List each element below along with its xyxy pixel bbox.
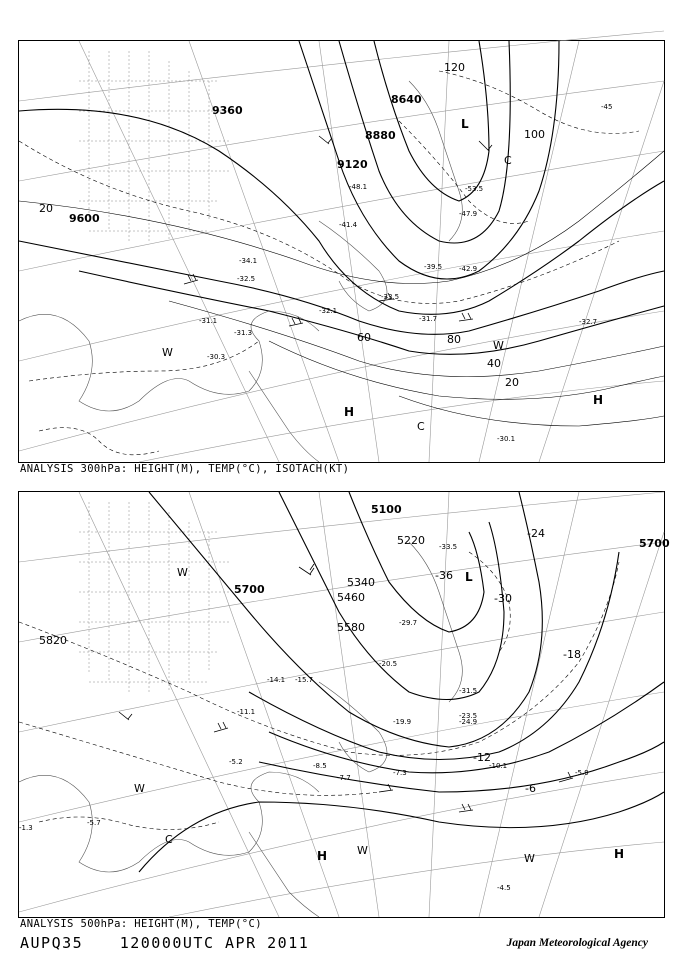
chart-300hpa-caption: ANALYSIS 300hPa: HEIGHT(M), TEMP(°C), ISOTACH(KT)	[20, 463, 350, 475]
isotherm-label: -24	[527, 527, 545, 540]
height-label: 5340	[347, 576, 375, 589]
temp-label: -30.1	[497, 435, 516, 443]
height-label: 5820	[39, 634, 67, 647]
isotachs	[19, 151, 664, 426]
temp-label: -7.7	[337, 774, 351, 782]
temp-label: -23.5	[459, 712, 478, 720]
temp-label: -33.5	[439, 543, 458, 551]
graticule	[19, 492, 664, 917]
height-label: 9600	[69, 212, 100, 225]
height-contours	[139, 492, 664, 872]
high-pressure-marker: H	[614, 847, 625, 861]
temp-label: -31.5	[459, 687, 478, 695]
cold-marker: C	[417, 420, 425, 433]
temp-label: -14.1	[267, 676, 286, 684]
isotach-label: 80	[447, 333, 461, 346]
height-label: 5460	[337, 591, 365, 604]
isotach-label: 120	[444, 61, 465, 74]
temp-label: -29.7	[399, 619, 418, 627]
isotach-label: 100	[524, 128, 545, 141]
coastline	[19, 81, 462, 462]
height-label: 5580	[337, 621, 365, 634]
height-label: 8640	[391, 93, 422, 106]
temp-label: -20.5	[379, 660, 398, 668]
height-label: 9360	[212, 104, 243, 117]
temp-label: -32.5	[237, 275, 256, 283]
temp-label: -34.1	[239, 257, 258, 265]
temp-label: -10.1	[489, 762, 508, 770]
temp-label: -53.5	[465, 185, 484, 193]
temp-label: -5.9	[575, 769, 589, 777]
valid-time: 120000UTC APR 2011	[119, 934, 310, 952]
temp-label: -8.5	[313, 762, 327, 770]
temp-label: -11.1	[237, 708, 256, 716]
temp-label: -39.5	[424, 263, 443, 271]
temp-label: -30.3	[207, 353, 226, 361]
temp-label: -32.1	[319, 307, 338, 315]
height-label: 9120	[337, 158, 368, 171]
product-code: AUPQ35	[20, 934, 84, 952]
isotach-label: 20	[505, 376, 519, 389]
chart-500hpa	[18, 491, 670, 918]
high-pressure-marker: H	[593, 393, 604, 407]
coastline	[19, 542, 462, 917]
temp-label: -45	[601, 103, 613, 111]
temp-label: -5.7	[87, 819, 101, 827]
height-label: 8880	[365, 129, 396, 142]
temp-label: -15.7	[295, 676, 314, 684]
isotherm-label: -36	[435, 569, 453, 582]
temp-label: -31.7	[419, 315, 438, 323]
height-label: 5220	[397, 534, 425, 547]
temp-label: -19.9	[393, 718, 412, 726]
temp-label: -5.2	[229, 758, 243, 766]
terrain-mask	[79, 502, 229, 692]
isotach-label: 20	[39, 202, 53, 215]
isotherm-label: -30	[494, 592, 512, 605]
warm-marker: W	[493, 339, 504, 352]
temp-label: -31.3	[234, 329, 253, 337]
chart-300hpa-svg	[19, 41, 664, 462]
low-pressure-marker: L	[465, 570, 473, 584]
warm-marker: W	[357, 844, 368, 857]
cold-marker: C	[504, 154, 512, 167]
warm-marker: W	[177, 566, 188, 579]
warm-marker: W	[134, 782, 145, 795]
temp-label: -41.4	[339, 221, 358, 229]
height-label: 5700	[234, 583, 265, 596]
temp-label: -32.7	[579, 318, 598, 326]
high-pressure-marker: H	[344, 405, 355, 419]
warm-marker: W	[524, 852, 535, 865]
high-pressure-marker: H	[317, 849, 328, 863]
isotach-label: 60	[357, 331, 371, 344]
isotach-label: 40	[487, 357, 501, 370]
isotherm-label: -6	[525, 782, 536, 795]
temp-label: -47.9	[459, 210, 478, 218]
temp-label: -24.9	[459, 718, 478, 726]
temp-label: -33.5	[381, 293, 400, 301]
cold-marker: C	[165, 833, 173, 846]
terrain-mask	[79, 51, 229, 241]
temp-label: -48.1	[349, 183, 368, 191]
temp-label: -42.9	[459, 265, 478, 273]
height-label: 5700	[639, 537, 670, 550]
chart-300hpa	[18, 40, 665, 463]
chart-500hpa-svg	[19, 492, 670, 917]
isotherm-label: -12	[473, 751, 491, 764]
warm-marker: W	[162, 346, 173, 359]
height-label: 5100	[371, 503, 402, 516]
product-info	[20, 934, 335, 952]
isotherm-label: -18	[563, 648, 581, 661]
low-pressure-marker: L	[461, 117, 469, 131]
temp-label: -4.5	[497, 884, 511, 892]
temp-label: -1.3	[19, 824, 33, 832]
temp-label: -7.3	[393, 769, 407, 777]
chart-500hpa-caption: ANALYSIS 500hPa: HEIGHT(M), TEMP(°C)	[20, 918, 262, 930]
temp-label: -31.1	[199, 317, 218, 325]
agency-name: Japan Meteorological Agency	[506, 937, 648, 949]
graticule	[19, 31, 664, 462]
